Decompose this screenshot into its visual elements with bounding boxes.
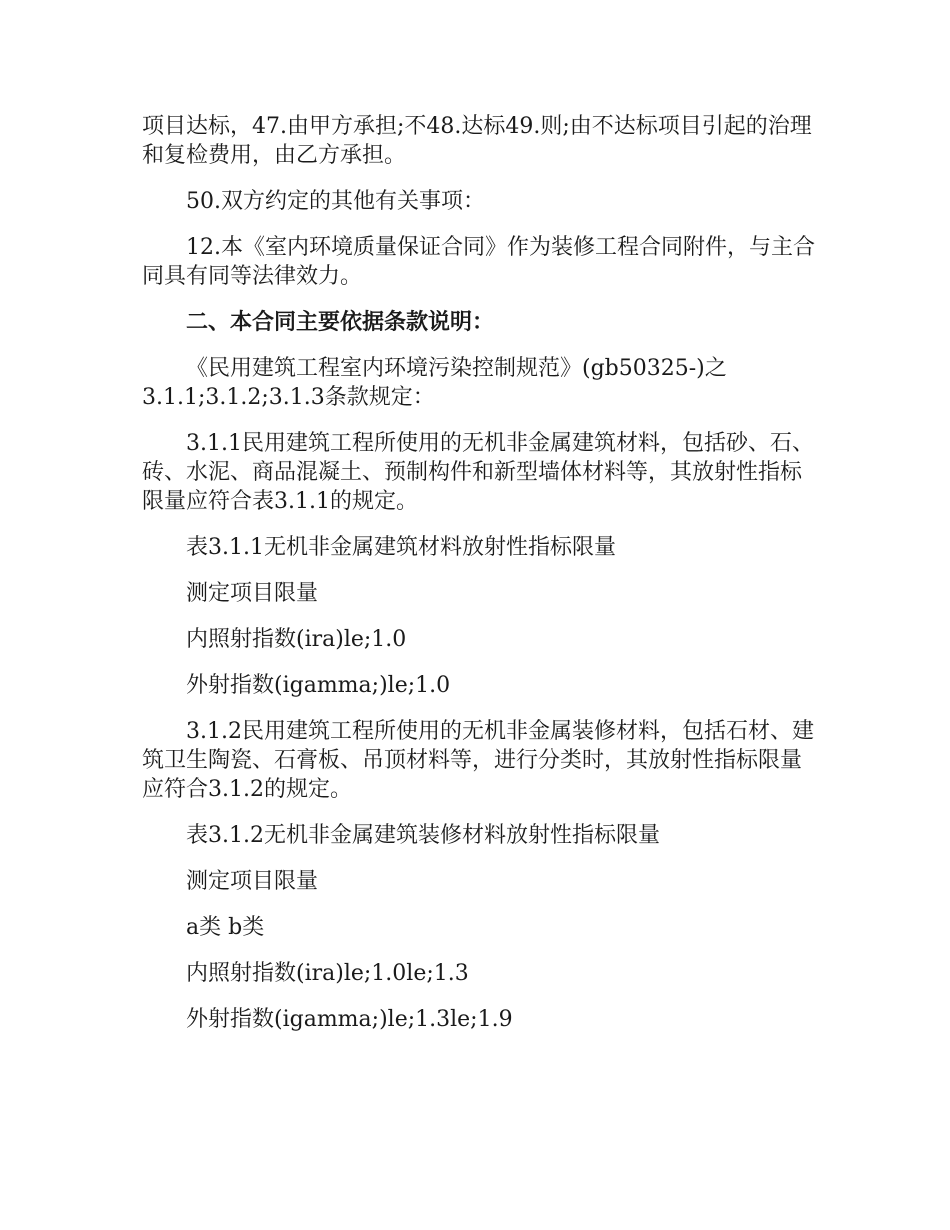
- table-class-header-row: a类 b类: [186, 915, 265, 940]
- table-row-internal-index: 内照射指数(ira)le;1.0le;1.3: [186, 961, 469, 986]
- section-heading-basis: 二、本合同主要依据条款说明：: [186, 309, 495, 335]
- document-page: [142, 112, 822, 1051]
- paragraph-liability: 项目达标，47.由甲方承担;不48.达标49.则;由不达标项目引起的治理和复检费用，由乙方承担。: [142, 114, 812, 168]
- table-row-external-index: 外射指数(igamma;)le;1.0: [186, 673, 451, 698]
- paragraph-clause-3-1-2: 3.1.2民用建筑工程所使用的无机非金属装修材料，包括石材、建筑卫生陶瓷、石膏板、吊顶材料等，进行分类时，其放射性指标限量应符合3.1.2的规定。: [142, 719, 814, 802]
- table-title-3-1-2: 表3.1.2无机非金属建筑装修材料放射性指标限量: [186, 823, 660, 848]
- paragraph-standard-reference: 《民用建筑工程室内环境污染控制规范》(gb50325-)之3.1.1;3.1.2;3.1.3条款规定：: [142, 356, 727, 410]
- paragraph-contract-attachment: 12.本《室内环境质量保证合同》作为装修工程合同附件，与主合同具有同等法律效力。: [142, 235, 815, 289]
- table-header-row: 测定项目限量: [186, 869, 319, 894]
- paragraph-clause-3-1-1: 3.1.1民用建筑工程所使用的无机非金属建筑材料，包括砂、石、砖、水泥、商品混凝土、预制构件和新型墙体材料等，其放射性指标限量应符合表3.1.1的规定。: [142, 431, 814, 514]
- table-header-row: 测定项目限量: [186, 581, 319, 606]
- table-row-external-index: 外射指数(igamma;)le;1.3le;1.9: [186, 1007, 513, 1032]
- paragraph-other-matters: 50.双方约定的其他有关事项：: [186, 189, 485, 214]
- table-title-3-1-1: 表3.1.1无机非金属建筑材料放射性指标限量: [186, 535, 616, 560]
- table-row-internal-index: 内照射指数(ira)le;1.0: [186, 627, 407, 652]
